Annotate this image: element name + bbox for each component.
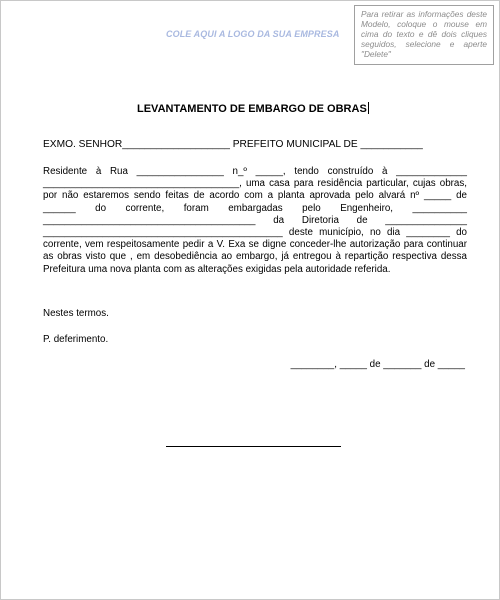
closing-nestes-termos[interactable]: Nestes termos. [43,308,109,319]
addressee-line[interactable]: EXMO. SENHOR___________________ PREFEITO MUNICIPAL DE ___________ [43,139,423,150]
signature-line [166,446,341,447]
body-paragraph[interactable]: Residente à Rua ________________ n_º _____, tendo construído à _____________ ____________________________________, uma casa para residência particular, cujas obras, por não estaremos sendo feitas de acordo com a planta aprovada pelo alvará nº _____ de ______ do corrente, foram embargadas pelo Engenheiro, __________ _______________________________________ da Diretoria de _______________ ____________________________________________ deste município, no dia ________ do corrente, vem respeitosamente pedir a V. Exa se digne conceder-lhe autorização para continuar as obras visto que , em desobediência ao embargo, já entregou à repartição respectiva dessa Prefeitura uma nova planta com as alterações exigidas pela autoridade referida. [43,166,467,275]
document-title-text: LEVANTAMENTO DE EMBARGO DE OBRAS [137,103,367,115]
document-title[interactable] [137,102,369,115]
logo-placeholder[interactable]: COLE AQUI A LOGO DA SUA EMPRESA [166,29,340,39]
instruction-text: Para retirar as informações deste Modelo, coloque o mouse em cima do texto e dê dois cliques seguidos, selecione e aperte "Delete" [361,9,487,59]
date-line[interactable]: ________, _____ de _______ de _____ [290,359,465,370]
text-cursor [368,102,369,114]
instruction-box[interactable] [354,5,494,65]
closing-deferimento[interactable]: P. deferimento. [43,334,109,345]
